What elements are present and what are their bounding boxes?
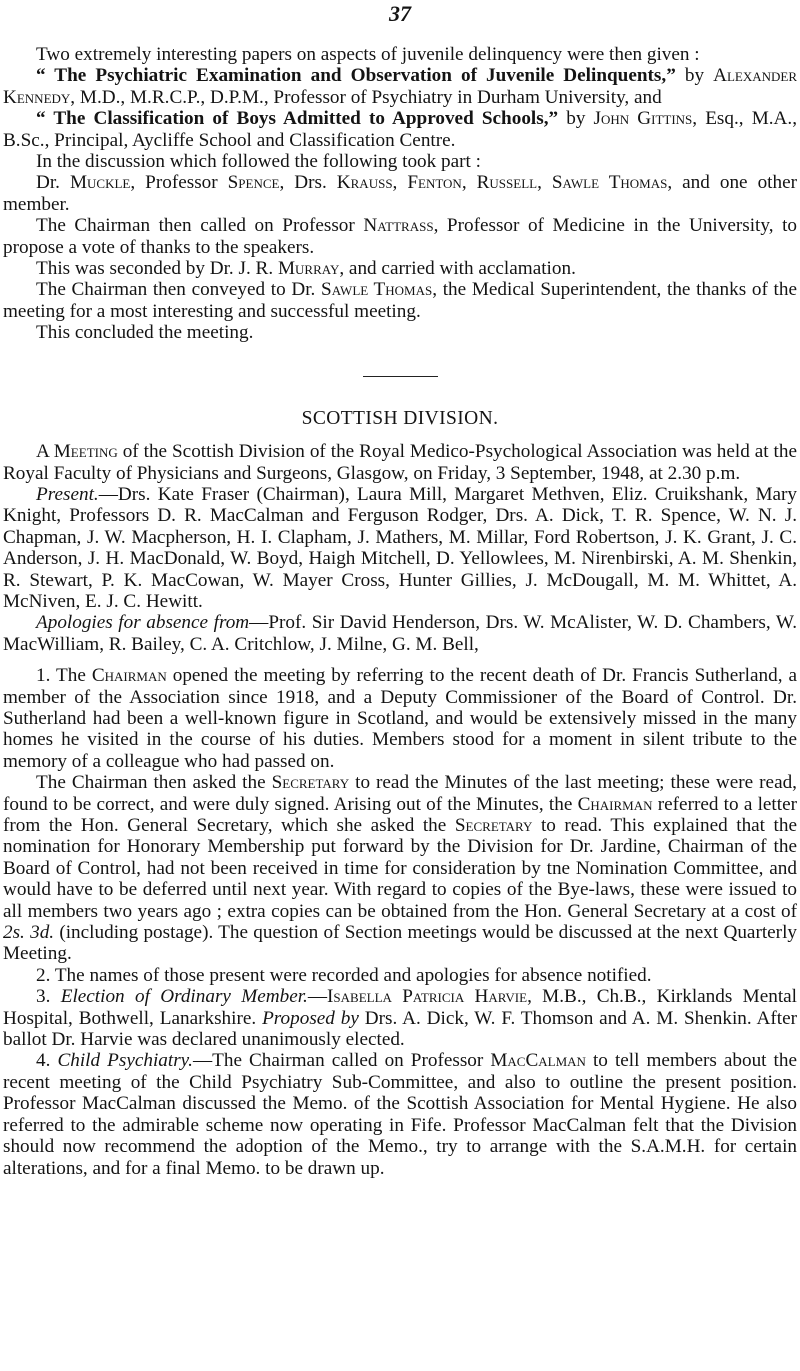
paper-1-by: by	[675, 65, 714, 87]
item-3-label: Election of Ordinary Member.	[60, 986, 308, 1008]
paper-2-title: “ The Classification of Boys Admitted to Approved Schools,”	[36, 108, 559, 130]
participants-pre: Dr.	[36, 172, 70, 194]
conveyed-paragraph	[3, 279, 797, 322]
paper-2	[3, 108, 797, 151]
participants-end: , and one other member.	[3, 172, 797, 215]
participants-mid2: , Drs.	[279, 172, 337, 194]
paper-2-by: by	[558, 108, 594, 130]
item-3-paragraph	[3, 986, 797, 1050]
apologies-label: Apologies for absence from	[36, 612, 250, 634]
item-3-proposed: Proposed by	[262, 1007, 359, 1029]
cost-shillings: 2s.	[3, 922, 25, 944]
concluded-line: This concluded the meeting.	[36, 322, 254, 344]
item-3-number: 3.	[36, 986, 61, 1008]
meeting-post: of the Scottish Division of the Royal Medico-Psychological Association was held at the Royal Faculty of Physicians and Surgeons, Glasgow, on Friday, 3 September, 1948, at 2.30 p.m.	[3, 441, 797, 484]
item-4-number: 4.	[36, 1050, 58, 1072]
seconded-pre: This was seconded by Dr. J. R.	[36, 258, 278, 280]
participant-list: Krauss, Fenton, Russell, Sawle Thomas	[336, 172, 668, 194]
minutes-text-4: to read. This explained that the nomination for Honorary Membership put forward by the Division for Dr. Jardine, Chairman of the Board of Control, had not been received in time for consideration by tne Nomination Committee, and would have to be deferred until next year. With regard to copies of the Bye-laws, these were issued to all members two years ago ; extra copies can be obtained from the Hon. General Secretary at a cost of	[3, 815, 797, 922]
item-4-label: Child Psychiatry.	[57, 1050, 193, 1072]
present-list: —Drs. Kate Fraser (Chairman), Laura Mill, Margaret Methven, Eliz. Cruikshank, Mary Knight, Professors D. R. MacCalman and Ferguson Rodger, Drs. A. Dick, T. R. Spence, W. N. J. Chapman, J. W. Macpherson, H. I. Clapham, J. Mathers, M. Millar, Ford Robertson, J. K. Grant, J. C. Anderson, J. H. MacDonald, W. Boyd, Haigh Mitchell, D. Yellowlees, M. Nirenbirski, A. M. Shenkin, R. Stewart, P. K. MacCowan, W. Mayer Cross, Hunter Gillies, J. McDougall, M. M. Whittet, A. McNiven, E. J. C. Hewitt.	[3, 483, 797, 612]
item-3-dash: —	[307, 986, 328, 1008]
seconded-post: , and carried with acclamation.	[339, 258, 576, 280]
item-3-text-1: , M.B., Ch.B., Kirklands Mental Hospital, Bothwell, Lanarkshire.	[3, 986, 797, 1029]
present-paragraph	[3, 484, 797, 612]
minutes-chairman: Chairman	[577, 793, 653, 815]
discussion-line: In the discussion which followed the following took part :	[36, 151, 481, 173]
item-4-paragraph	[3, 1050, 797, 1178]
paper-2-details: , Esq., M.A., B.Sc., Principal, Aycliffe School and Classification Centre.	[3, 108, 798, 151]
paper-1-title: “ The Psychiatric Examination and Observation of Juvenile Delinquents,”	[36, 65, 676, 87]
minutes-text-3: referred to a letter from the Hon. General Secretary, which she asked the	[3, 793, 797, 836]
section-heading: SCOTTISH DIVISION.	[301, 407, 499, 429]
name-nattrass: Nattrass	[363, 215, 434, 237]
page-number: 37	[389, 1, 411, 26]
item-3-name: Isabella Patricia Harvie	[327, 986, 528, 1008]
cost-pence: 3d.	[30, 922, 55, 944]
participant-muckle: Muckle	[69, 172, 131, 194]
minutes-text-2: to read the Minutes of the last meeting; these were read, found to be correct, and were duly signed. Arising out of the Minutes, the	[3, 772, 797, 815]
minutes-paragraph	[3, 772, 797, 965]
participants-mid1: , Professor	[130, 172, 228, 194]
meeting-word: Meeting	[53, 441, 118, 463]
chairman-pre: The Chairman then called on Professor	[36, 215, 364, 237]
chairman-post: , Professor of Medicine in the University, to propose a vote of thanks to the speakers.	[3, 215, 798, 258]
conveyed-pre: The Chairman then conveyed to Dr.	[36, 279, 322, 301]
item-1-chairman: Chairman	[91, 665, 167, 687]
minutes-secretary-2: Secretary	[454, 815, 533, 836]
paper-2-author: John Gittins	[593, 108, 693, 130]
item-4-maccalman: MacCalman	[490, 1050, 586, 1072]
item-4-text-2: to tell members about the recent meeting of the Child Psychiatry Sub-Committee, and also to outline the present position. Professor MacCalman discussed the Memo. of the Scottish Association for Mental Hygiene. He also referred to the admirable scheme now operating in Fife. Professor MacCalman felt that the Division should now recommend the adoption of the Memo., try to arrange with the S.A.M.H. for certain alterations, and for a final Memo. to be drawn up.	[3, 1050, 797, 1179]
paper-1	[3, 65, 797, 108]
apologies-paragraph	[3, 612, 797, 655]
name-sawle-thomas: Sawle Thomas	[321, 279, 433, 301]
minutes-text-6: (including postage). The question of Section meetings would be discussed at the next Quarterly Meeting.	[3, 922, 797, 965]
participant-spence: Spence	[227, 172, 280, 194]
intro-paragraph	[3, 44, 797, 65]
meeting-paragraph	[3, 441, 797, 484]
conveyed-post: , the Medical Superintendent, the thanks of the meeting for a most interesting and successful meeting.	[3, 279, 797, 322]
section-divider	[363, 376, 438, 377]
present-label: Present.	[36, 483, 99, 505]
participants-paragraph	[3, 172, 797, 215]
intro-text: Two extremely interesting papers on aspects of juvenile delinquency were then given :	[36, 44, 700, 65]
name-murray: Murray	[277, 258, 340, 280]
apologies-list: —Prof. Sir David Henderson, Drs. W. McAlister, W. D. Chambers, W. MacWilliam, R. Bailey, C. A. Critchlow, J. Milne, G. M. Bell,	[3, 612, 797, 655]
paper-1-details: , M.D., M.R.C.P., D.P.M., Professor of Psychiatry in Durham University, and	[70, 86, 662, 108]
item-2-paragraph: 2. The names of those present were recorded and apologies for absence notified.	[36, 964, 652, 986]
seconded-paragraph	[3, 258, 797, 279]
item-3-text-2: Drs. A. Dick, W. F. Thomson and A. M. Shenkin. After ballot Dr. Harvie was declared unanimously elected.	[3, 1007, 798, 1051]
vote-of-thanks-paragraph	[3, 215, 797, 258]
item-1-text: opened the meeting by referring to the recent death of Dr. Francis Sutherland, a member of the Association since 1918, and a Deputy Commissioner of the Board of Control. Dr. Sutherland had been a well-known figure in Scotland, and would be extensively missed in the many homes he visited in the course of his duties. Members stood for a moment in silent tribute to the memory of a colleague who had passed on.	[3, 665, 797, 772]
minutes-secretary: Secretary	[271, 772, 350, 794]
item-4-text-1: —The Chairman called on Professor	[192, 1050, 491, 1072]
item-1-pre: 1. The	[36, 665, 92, 687]
minutes-text-1: The Chairman then asked the	[36, 772, 272, 794]
paragraph-gap	[3, 655, 797, 665]
paper-1-author: Alexander Kennedy	[3, 65, 798, 108]
item-1-paragraph	[3, 665, 797, 772]
meeting-pre: A	[36, 441, 54, 463]
